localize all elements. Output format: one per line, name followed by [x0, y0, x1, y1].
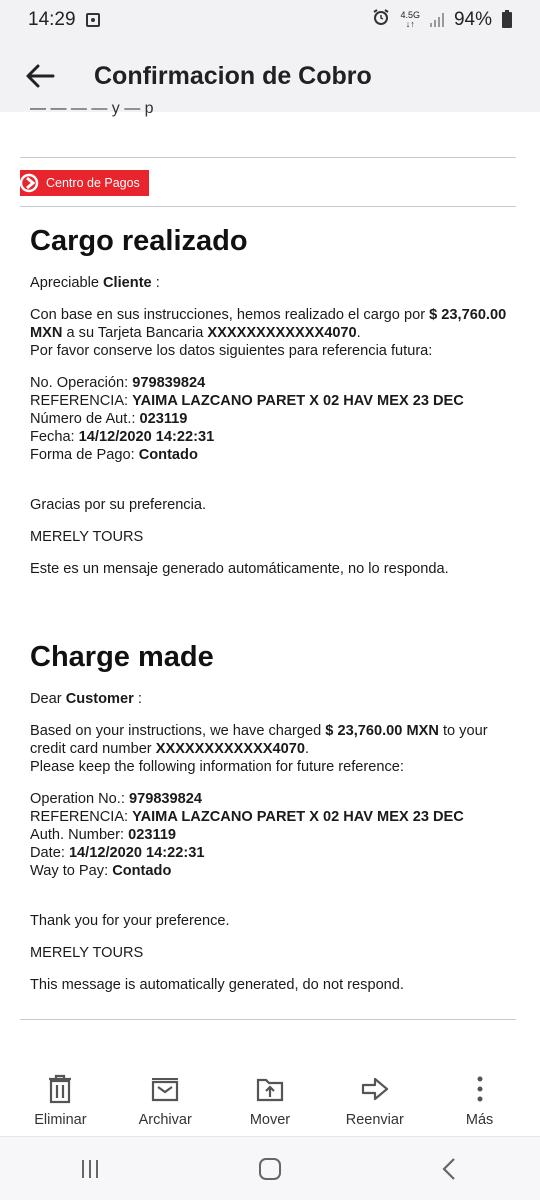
forward-label: Reenviar — [345, 1112, 404, 1128]
cut-off-text: — — — — y — p — [30, 100, 154, 117]
greeting-name: Customer — [65, 691, 134, 707]
auth-label: Auth. Number: — [30, 827, 129, 843]
intro-text: Por favor conserve los datos siguientes para referencia futura: — [30, 343, 433, 359]
intro-text: to your credit card number — [30, 723, 488, 757]
thanks-es: Gracias por su preferencia. — [30, 497, 207, 513]
english-section — [30, 640, 510, 994]
details-es — [30, 374, 510, 464]
spanish-section — [30, 224, 510, 578]
archive-label: Archivar — [138, 1112, 192, 1128]
signal-icon — [430, 13, 444, 27]
divider — [20, 206, 516, 207]
arrow-left-icon — [25, 63, 55, 89]
auth-value: 023119 — [139, 411, 188, 427]
auth-value: 023119 — [128, 827, 177, 843]
date-label: Date: — [30, 845, 69, 861]
auth-label: Número de Aut.: — [30, 411, 140, 427]
operation-label: No. Operación: — [30, 375, 133, 391]
thanks-en: Thank you for your preference. — [30, 913, 230, 929]
forward-button[interactable] — [322, 1060, 427, 1136]
status-bar — [0, 0, 540, 40]
more-button[interactable] — [427, 1060, 532, 1136]
recent-apps-icon — [79, 1158, 101, 1180]
payment-value: Contado — [138, 447, 198, 463]
trash-icon — [46, 1074, 74, 1104]
charge-amount: $ 23,760.00 MXN — [30, 307, 507, 341]
operation-value: 979839824 — [128, 791, 203, 807]
greeting-suffix: : — [133, 691, 142, 707]
more-label: Más — [465, 1112, 494, 1128]
logo-text: Centro de Pagos — [46, 176, 140, 190]
battery-icon — [502, 12, 512, 28]
archive-button[interactable] — [113, 1060, 218, 1136]
chevron-left-icon — [440, 1157, 460, 1181]
greeting-es — [30, 274, 510, 292]
logo — [20, 170, 149, 196]
reference-value: YAIMA LAZCANO PARET X 02 HAV MEX 23 DEC — [132, 393, 464, 409]
notification-icon — [86, 13, 100, 27]
home-button[interactable] — [240, 1149, 300, 1189]
page-title: Confirmacion de Cobro — [94, 61, 372, 90]
date-value: 14/12/2020 14:22:31 — [68, 845, 205, 861]
date-value: 14/12/2020 14:22:31 — [78, 429, 215, 445]
greeting-prefix: Dear — [30, 691, 66, 707]
company-en: MERELY TOURS — [30, 945, 144, 961]
delete-button[interactable] — [8, 1060, 113, 1136]
reference-label: REFERENCIA: — [30, 393, 133, 409]
heading-es: Cargo realizado — [30, 225, 248, 257]
intro-en — [30, 722, 510, 776]
email-body[interactable] — [0, 100, 540, 1060]
recent-apps-button[interactable] — [60, 1149, 120, 1189]
alarm-icon — [372, 8, 390, 32]
move-button[interactable] — [218, 1060, 323, 1136]
payment-value: Contado — [112, 863, 172, 879]
system-nav-bar — [0, 1137, 540, 1200]
more-icon — [465, 1074, 495, 1104]
card-number: XXXXXXXXXXXX4070 — [155, 741, 306, 757]
move-icon — [255, 1074, 285, 1104]
payment-label: Way to Pay: — [30, 863, 113, 879]
status-time: 14:29 — [28, 9, 76, 30]
intro-text: Based on your instructions, we have charged — [30, 723, 326, 739]
logo-arrow-icon — [20, 170, 42, 196]
details-en — [30, 790, 510, 880]
date-label: Fecha: — [30, 429, 79, 445]
reference-label: REFERENCIA: — [30, 809, 133, 825]
delete-label: Eliminar — [34, 1112, 87, 1128]
back-nav-button[interactable] — [420, 1149, 480, 1189]
greeting-name: Cliente — [103, 275, 152, 291]
intro-es — [30, 306, 510, 360]
greeting-en — [30, 690, 510, 708]
home-icon — [258, 1157, 282, 1181]
network-icon: 4.5G ↓↑ — [400, 10, 420, 29]
divider — [20, 1019, 516, 1020]
greeting-suffix: : — [151, 275, 160, 291]
forward-icon — [360, 1074, 390, 1104]
battery-level: 94% — [453, 9, 492, 30]
divider — [20, 157, 516, 158]
charge-amount: $ 23,760.00 MXN — [325, 723, 439, 739]
intro-text: . — [356, 325, 361, 341]
greeting-prefix: Apreciable — [30, 275, 104, 291]
auto-message-es: Este es un mensaje generado automáticamente, no lo responda. — [30, 561, 449, 577]
payment-label: Forma de Pago: — [30, 447, 139, 463]
intro-text: Please keep the following information for future reference: — [30, 759, 404, 775]
intro-text: a su Tarjeta Bancaria — [62, 325, 208, 341]
action-bar — [0, 1060, 540, 1136]
company-es: MERELY TOURS — [30, 529, 144, 545]
archive-icon — [150, 1074, 180, 1104]
intro-text: . — [305, 741, 310, 757]
move-label: Mover — [249, 1112, 291, 1128]
auto-message-en: This message is automatically generated, do not respond. — [30, 977, 404, 993]
heading-en: Charge made — [30, 641, 214, 673]
intro-text: Con base en sus instrucciones, hemos realizado el cargo por — [30, 307, 430, 323]
network-type: 4.5G — [400, 10, 420, 20]
operation-label: Operation No.: — [30, 791, 129, 807]
operation-value: 979839824 — [132, 375, 206, 391]
reference-value: YAIMA LAZCANO PARET X 02 HAV MEX 23 DEC — [132, 809, 464, 825]
card-number: XXXXXXXXXXXX4070 — [207, 325, 357, 341]
